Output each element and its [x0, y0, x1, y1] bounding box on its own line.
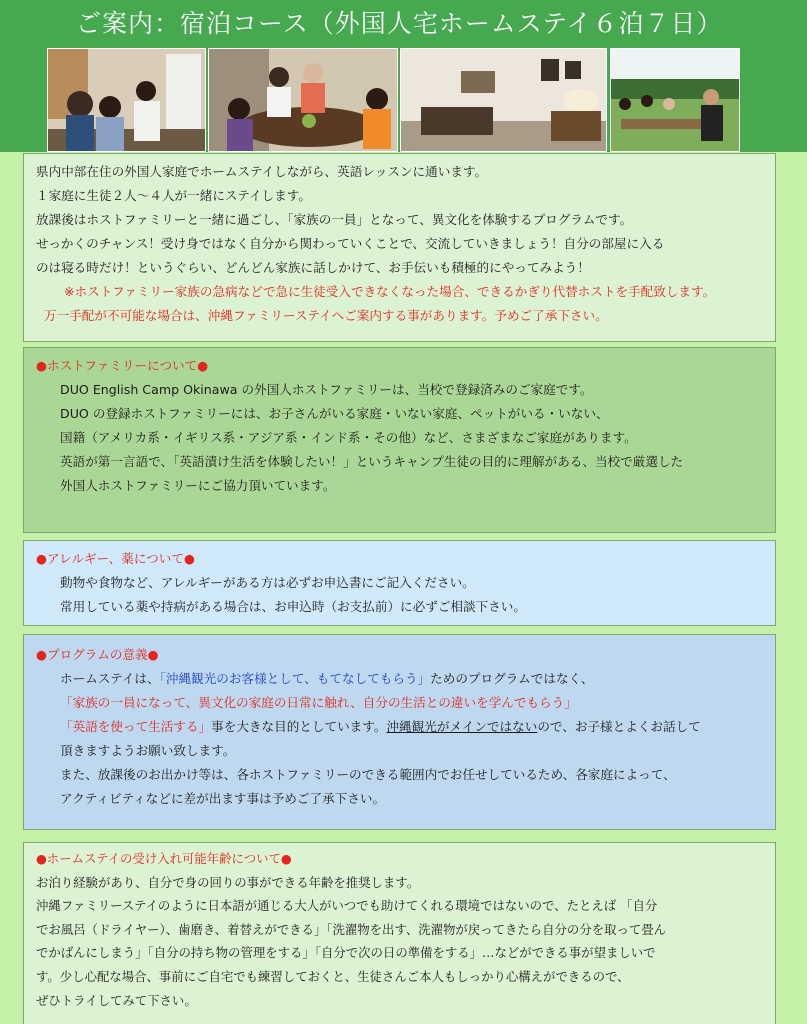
intro-line: 放課後はホストファミリーと一緒に過ごし、「家族の一員」となって、異文化を体験するプログラムです。 [36, 212, 633, 227]
host-line: DUO English Camp Okinawa の外国人ホストファミリーは、当校で登録済みのご家庭です。 [60, 382, 593, 397]
section-heading: ●プログラムの意義● [36, 647, 159, 662]
host-line: 外国人ホストファミリーにご協力頂いています。 [60, 478, 336, 493]
intro-line: のは寝る時だけ！というぐらい、どんどん家族に話しかけて、お手伝いも積極的にやってみよう！ [36, 260, 590, 275]
intro-section [23, 153, 776, 342]
intro-line: せっかくのチャンス！受け身ではなく自分から関わっていくことで、交流していきましょう！自分の部屋に入る [36, 236, 665, 251]
purpose-line: 頂きますようお願い致します。 [60, 743, 236, 758]
purpose-line [36, 715, 775, 739]
purpose-highlight: 「英語を使って生活する」 [60, 719, 212, 734]
allergy-line: 動物や食物など、アレルギーがある方は必ずお申込書にご記入ください。 [60, 575, 475, 590]
purpose-highlight: 「沖縄観光のお客様として、もてなしてもらう」 [159, 671, 431, 686]
purpose-text: ホームステイは、 [60, 671, 160, 686]
allergy-line: 常用している薬や持病がある場合は、お申込時（お支払前）に必ずご相談下さい。 [60, 599, 526, 614]
header-banner [0, 0, 807, 152]
photo-dinner-table [208, 48, 398, 152]
purpose-line [36, 667, 775, 691]
intro-line: 県内中部在住の外国人家庭でホームステイしながら、英語レッスンに通います。 [36, 164, 488, 179]
allergy-section [23, 540, 776, 626]
purpose-highlight: 「家族の一員になって、異文化の家庭の日常に触れ、自分の生活との違いを学んでもらう」 [60, 695, 577, 710]
purpose-text: ので、お子様とよくお話して [537, 719, 701, 734]
purpose-line: アクティビティなどに差が出ます事は予めご了承下さい。 [60, 791, 386, 806]
photo-outdoor-picnic [610, 48, 740, 152]
host-line: 英語が第一言語で、「英語漬け生活を体験したい！」というキャンプ生徒の目的に理解がある、当校で厳選した [60, 454, 684, 469]
intro-note: 万一手配が不可能な場合は、沖縄ファミリーステイへご案内する事があります。予めご了承下さい。 [44, 308, 608, 323]
host-line: 国籍（アメリカ系・イギリス系・アジア系・インド系・その他）など、さまざまなご家庭があります。 [60, 430, 637, 445]
section-heading: ●ホームステイの受け入れ可能年齢について● [36, 851, 292, 866]
host-line: DUO の登録ホストファミリーには、お子さんがいる家庭・いない家庭、ペットがいる・いない、 [60, 406, 609, 421]
age-line: でお風呂（ドライヤー）、歯磨き、着替えができる」「洗濯物を出す、洗濯物が戻ってきたら自分の分を取って畳ん [36, 921, 667, 937]
age-section [23, 842, 776, 1024]
purpose-text: ためのプログラムではなく、 [430, 671, 594, 686]
photo-kitchen [47, 48, 206, 152]
age-line: でかばんにしまう」「自分の持ち物の管理をする」「自分で次の日の準備をする」…などができる事が望ましいで [36, 945, 656, 961]
age-line: 沖縄ファミリーステイのように日本語が通じる大人がいつでも助けてくれる環境ではないので、たとえば 「自分 [36, 898, 658, 914]
host-family-section [23, 347, 776, 533]
age-line: す。少し心配な場合、事前にご自宅でも練習しておくと、生徒さんご本人もしっかり心構えができるので、 [36, 968, 630, 984]
photo-living-room [400, 48, 607, 152]
age-line: お泊り経験があり、自分で身の回りの事ができる年齢を推奨します。 [36, 874, 420, 890]
purpose-text: 事を大きな目的としています。 [211, 719, 387, 734]
purpose-underline: 沖縄観光がメインではない [386, 719, 538, 734]
age-line: ぜひトライしてみて下さい。 [36, 992, 197, 1008]
section-heading: ●アレルギー、薬について● [36, 551, 195, 566]
intro-line: １家庭に生徒２人～４人が一緒にステイします。 [36, 188, 311, 203]
section-heading: ●ホストファミリーについて● [36, 358, 209, 373]
purpose-line: また、放課後のお出かけ等は、各ホストファミリーのできる範囲内でお任せしているため、各家庭によって、 [60, 767, 676, 782]
purpose-section [23, 634, 776, 830]
intro-note: ※ホストファミリー家族の急病などで急に生徒受入できなくなった場合、できるかぎり代替ホストを手配致します。 [64, 284, 716, 299]
page-title: ご案内：宿泊コース（外国人宅ホームステイ６泊７日） [76, 9, 723, 38]
